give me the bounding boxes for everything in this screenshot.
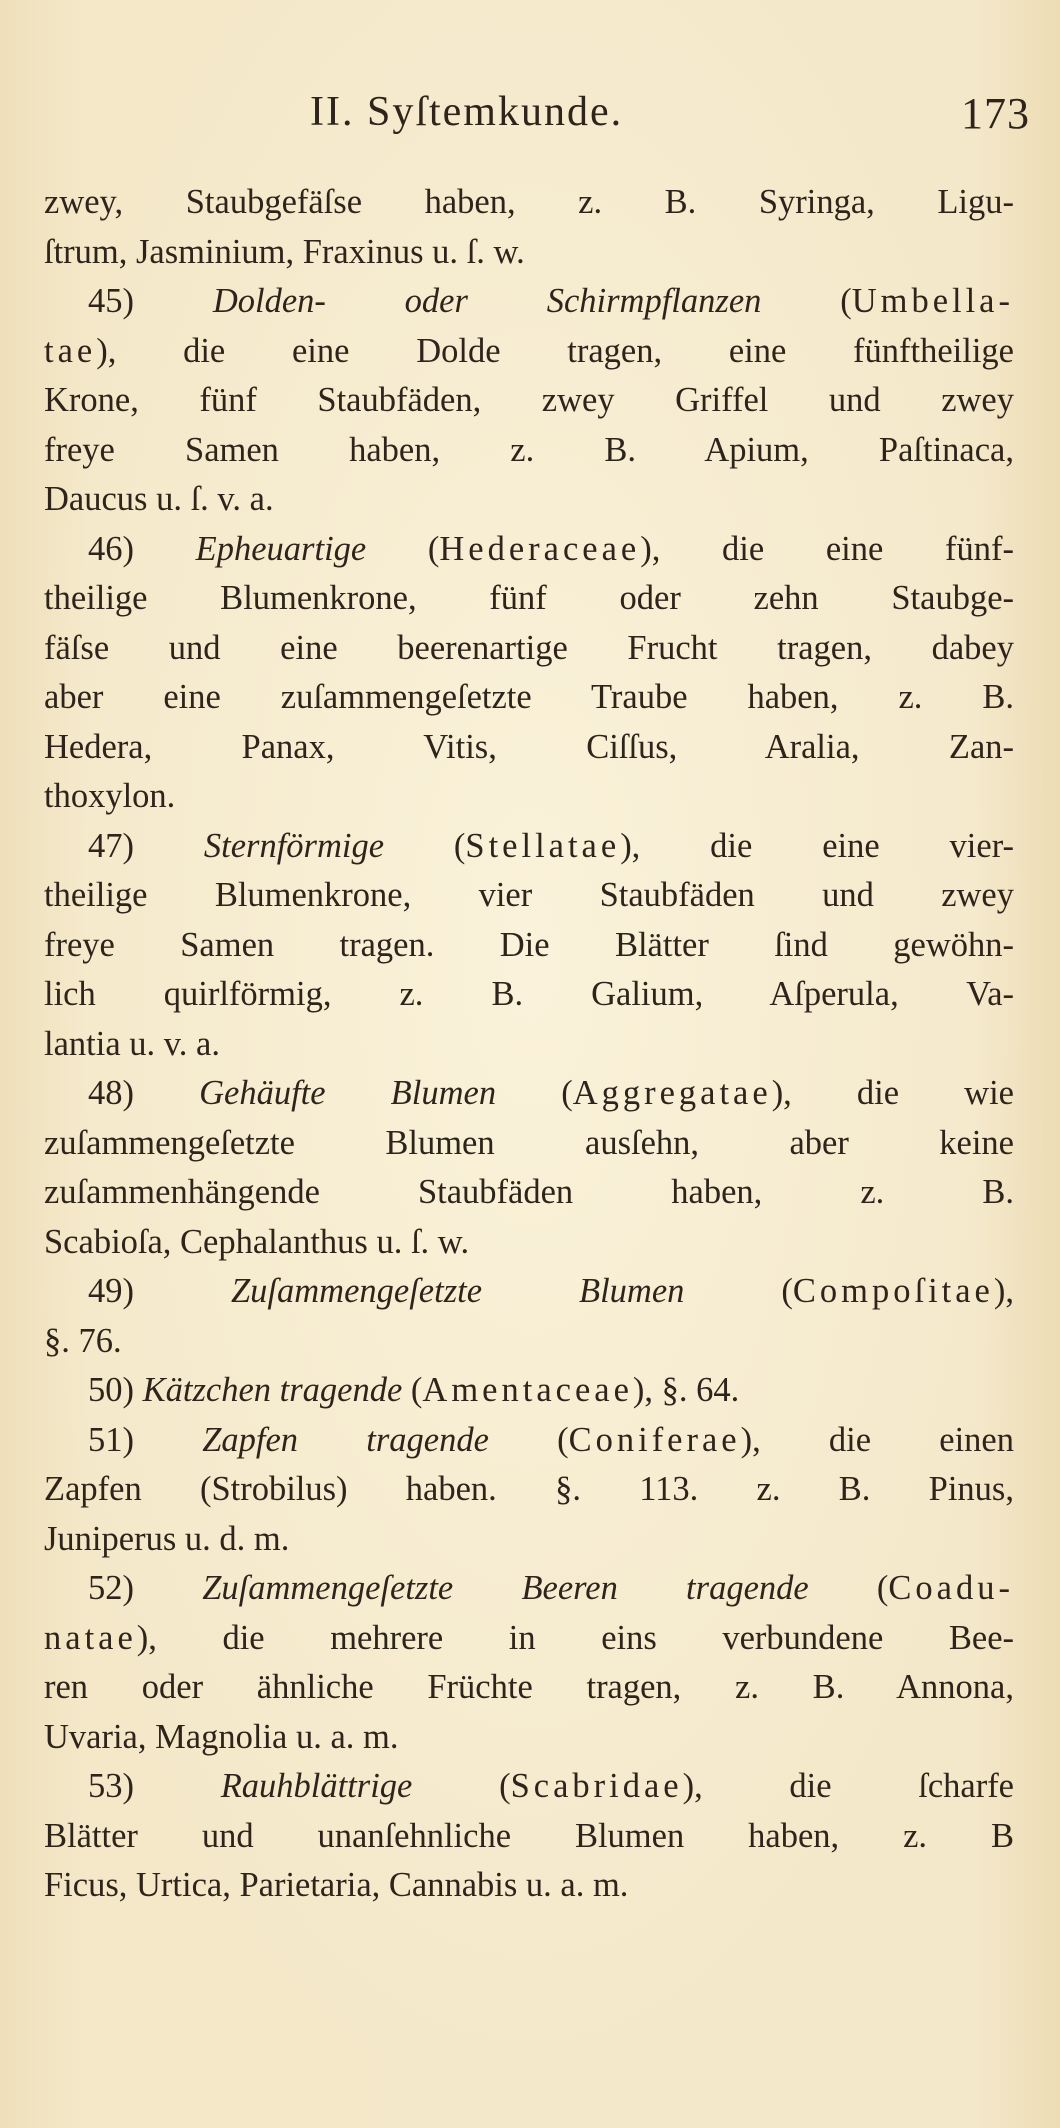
text-run: Juniperus u. d. m. (44, 1519, 290, 1558)
italic-term: Kätzchen tragende (142, 1371, 403, 1409)
text-run: zuſammengeſetzte Blumen ausſehn, aber keine (44, 1123, 1014, 1162)
text-line (44, 1713, 1014, 1763)
text-run: 50) (88, 1371, 143, 1409)
text-run: 45) (88, 282, 213, 320)
italic-term: Rauhblättrige (220, 1767, 413, 1805)
text-line (44, 1614, 1014, 1664)
text-run: ( (384, 826, 466, 865)
text-run: Scabioſa, Cephalanthus u. ſ. w. (44, 1222, 470, 1261)
text-line (44, 673, 1014, 723)
text-line (44, 574, 1014, 624)
text-run: aber eine zuſammengeſetzte Traube haben, z. B. (44, 678, 1014, 716)
text-run: ſtrum, Jasminium, Fraxinus u. ſ. w. (44, 232, 525, 271)
text-line (44, 970, 1014, 1020)
spaced-latin-term: Umbella- (851, 282, 1014, 320)
italic-term: Epheuartige (195, 529, 367, 568)
text-run: 51) (88, 1420, 203, 1459)
text-run: Ficus, Urtica, Parietaria, Cannabis u. a. m. (44, 1866, 629, 1904)
text-run: Hedera, Panax, Vitis, Ciſſus, Aralia, Zan- (44, 727, 1014, 766)
spaced-latin-term: Stellatae (465, 826, 621, 865)
text-run: freye Samen tragen. Die Blätter ſind gewöhn- (44, 925, 1014, 964)
text-line (44, 525, 1014, 575)
text-run: ), die einen (740, 1420, 1014, 1459)
italic-term: Dolden- oder Schirmpflanzen (212, 282, 762, 320)
text-line (44, 624, 1014, 674)
text-line (44, 1762, 1014, 1812)
text-run: 46) (88, 529, 196, 568)
text-line (44, 178, 1014, 228)
text-run: Krone, fünf Staubfäden, zwey Griffel und zwey (44, 381, 1014, 419)
text-line (44, 1366, 1014, 1416)
text-line (44, 277, 1014, 327)
text-line (44, 475, 1014, 525)
text-line (44, 376, 1014, 426)
text-line (44, 921, 1014, 971)
text-run: theilige Blumenkrone, fünf oder zehn Staubge- (44, 579, 1014, 617)
text-run: 49) (88, 1272, 231, 1310)
text-line (44, 1168, 1014, 1218)
spaced-latin-term: Hederaceae (439, 529, 641, 568)
text-line (44, 871, 1014, 921)
text-run: ( (402, 1371, 423, 1409)
text-run: ( (366, 529, 440, 568)
text-line (44, 1663, 1014, 1713)
text-line (44, 822, 1014, 872)
text-line (44, 1317, 1014, 1367)
text-run: §. 76. (44, 1321, 122, 1360)
body-text (44, 178, 1014, 1911)
text-line (44, 723, 1014, 773)
text-run: zwey, Staubgefäſse haben, z. B. Syringa, Ligu- (44, 183, 1014, 221)
text-line (44, 1267, 1014, 1317)
spaced-latin-term: Aggregatae (572, 1074, 772, 1112)
text-run: lich quirlförmig, z. B. Galium, Aſperula, Va- (44, 975, 1014, 1013)
text-run: ), die wie (771, 1074, 1014, 1112)
italic-term: Zuſammengeſetzte Beeren tragende (202, 1569, 809, 1607)
text-run: ( (488, 1420, 569, 1459)
text-line (44, 1218, 1014, 1268)
text-run: ( (496, 1074, 573, 1112)
text-run: theilige Blumenkrone, vier Staubfäden und zwey (44, 876, 1014, 914)
italic-term: Zuſammengeſetzte Blumen (230, 1272, 685, 1310)
italic-term: Sternförmige (203, 826, 385, 865)
text-line (44, 1020, 1014, 1070)
text-run: ( (808, 1569, 889, 1607)
text-line (44, 327, 1014, 377)
text-run: ), §. 64. (632, 1371, 740, 1409)
text-run: thoxylon. (44, 777, 176, 815)
text-run: Blätter und unanſehnliche Blumen haben, z. B (44, 1816, 1014, 1855)
italic-term: Gehäufte Blumen (199, 1074, 497, 1112)
spaced-latin-term: Scabridae (510, 1767, 683, 1805)
text-line (44, 228, 1014, 278)
text-line (44, 772, 1014, 822)
text-line (44, 1069, 1014, 1119)
text-run: Zapfen (Strobilus) haben. §. 113. z. B. Pinus, (44, 1470, 1014, 1508)
spaced-latin-term: Compoſitae (792, 1272, 994, 1310)
spaced-latin-term: Amentaceae (422, 1371, 633, 1409)
spaced-latin-term: Coadu- (888, 1569, 1014, 1607)
text-run: zuſammenhängende Staubfäden haben, z. B. (44, 1173, 1014, 1211)
text-run: ), (993, 1272, 1014, 1310)
page-header (40, 88, 1030, 158)
text-line (44, 1416, 1014, 1466)
spaced-latin-term: natae (44, 1618, 137, 1657)
text-line (44, 426, 1014, 476)
running-title: II. Syſtemkunde. (310, 89, 624, 135)
spaced-latin-term: tae (44, 331, 97, 370)
text-run: freye Samen haben, z. B. Apium, Paſtinaca, (44, 430, 1014, 469)
text-run: Uvaria, Magnolia u. a. m. (44, 1717, 399, 1756)
text-line (44, 1515, 1014, 1565)
text-line (44, 1812, 1014, 1862)
text-run: 52) (88, 1569, 203, 1607)
text-run: 53) (88, 1767, 221, 1805)
italic-term: Zapfen tragende (202, 1420, 489, 1459)
text-line (44, 1861, 1014, 1911)
text-line (44, 1465, 1014, 1515)
text-line (44, 1564, 1014, 1614)
text-run: ( (761, 282, 852, 320)
text-run: lantia u. v. a. (44, 1024, 220, 1063)
page-number: 173 (961, 89, 1030, 138)
text-run: ), die mehrere in eins verbundene Bee- (136, 1618, 1014, 1657)
text-line (44, 1119, 1014, 1169)
text-run: 48) (88, 1074, 200, 1112)
text-run: ( (684, 1272, 793, 1310)
text-run: ( (412, 1767, 511, 1805)
spaced-latin-term: Coniferae (568, 1420, 741, 1459)
text-run: 47) (88, 826, 204, 865)
text-run: Daucus u. ſ. v. a. (44, 480, 274, 518)
text-run: ), die ſcharfe (682, 1767, 1014, 1805)
text-run: ren oder ähnliche Früchte tragen, z. B. Annona, (44, 1668, 1014, 1706)
text-run: ), die eine vier- (620, 826, 1014, 865)
text-run: ), die eine Dolde tragen, eine fünftheilige (96, 331, 1014, 370)
text-run: ), die eine fünf- (640, 529, 1014, 568)
text-run: fäſse und eine beerenartige Frucht tragen, dabey (44, 628, 1014, 667)
